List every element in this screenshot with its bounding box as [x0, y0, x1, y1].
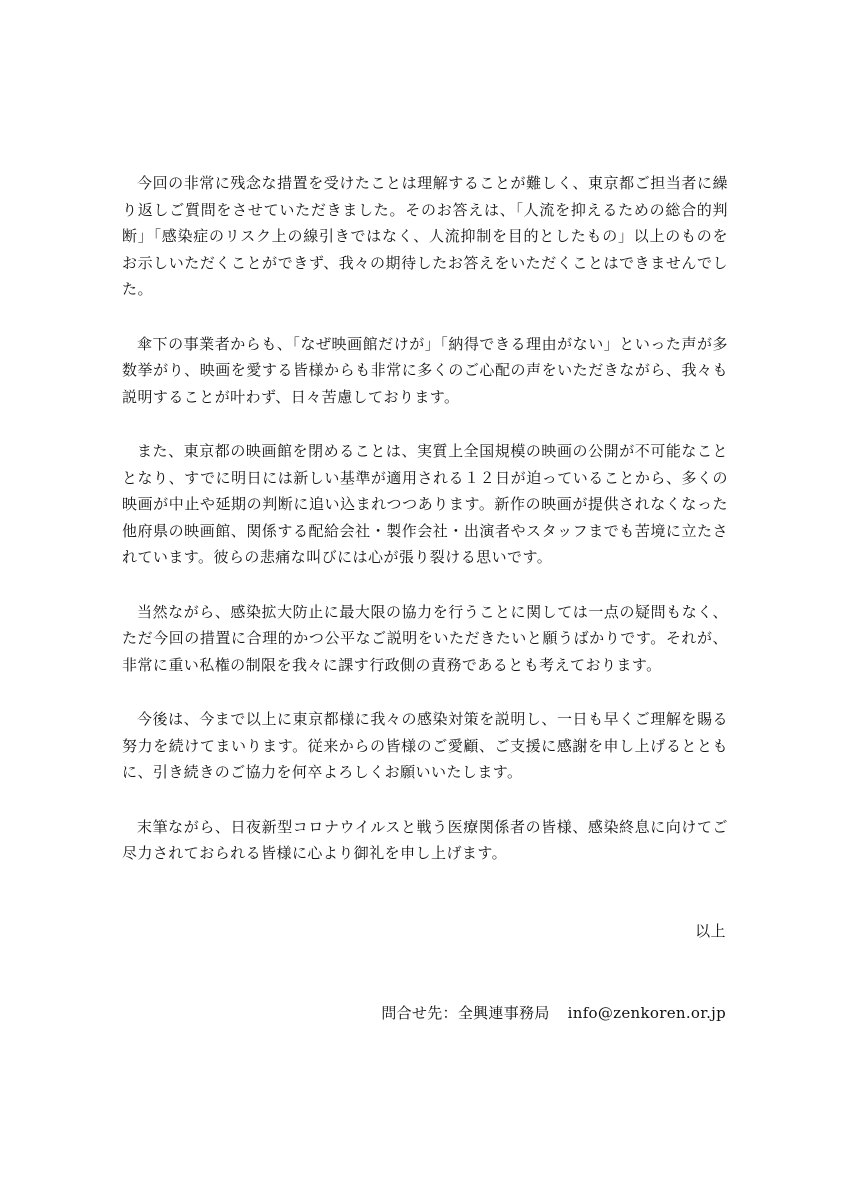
- contact-label: 問合せ先：全興連事務局: [381, 1004, 550, 1022]
- paragraph-industry-voices: 傘下の事業者からも、「なぜ映画館だけが」「納得できる理由がない」といった声が多数挙がり、映画を愛する皆様からも非常に多くのご心配の声をいただきながら、我々も説明することが叶わず、日々苦慮しております。: [122, 334, 728, 406]
- letter-body: [122, 170, 728, 895]
- paragraph-gratitude: 末筆ながら、日夜新型コロナウイルスと戦う医療関係者の皆様、感染終息に向けてご尽力されておられる皆様に心より御礼を申し上げます。: [122, 817, 728, 862]
- paragraph-explanation: 今回の非常に残念な措置を受けたことは理解することが難しく、東京都ご担当者に繰り返しご質問をさせていただきました。そのお答えは、「人流を抑えるための総合的判断」「感染症のリスク上の線引きではなく、人流抑制を目的としたもの」以上のものをお示しいただくことができず、我々の期待したお答えをいただくことはできませんでした。: [122, 174, 728, 298]
- paragraph-impact: また、東京都の映画館を閉めることは、実質上全国規模の映画の公開が不可能なこととなり、すでに明日には新しい基準が適用される１２日が迫っていることから、多くの映画が中止や延期の判断に追い込まれつつあります。新作の映画が提供されなくなった他府県の映画館、関係する配給会社・製作会社・出演者やスタッフまでも苦境に立たされています。彼らの悲痛な叫びには心が張り裂ける思いです。: [122, 442, 728, 566]
- closing-mark: 以上: [695, 922, 726, 940]
- paragraph-request: 当然ながら、感染拡大防止に最大限の協力を行うことに関しては一点の疑問もなく、ただ今回の措置に合理的かつ公平なご説明をいただきたいと願うばかりです。それが、非常に重い私権の制限を我々に課す行政側の責務であるとも考えております。: [122, 602, 728, 674]
- contact-info: [381, 1000, 726, 1026]
- paragraph-future: 今後は、今まで以上に東京都様に我々の感染対策を説明し、一日も早くご理解を賜る努力を続けてまいります。従来からの皆様のご愛顧、ご支援に感謝を申し上げるとともに、引き続きのご協力を何卒よろしくお願いいたします。: [122, 710, 728, 781]
- contact-email[interactable]: info@zenkoren.or.jp: [567, 1004, 726, 1022]
